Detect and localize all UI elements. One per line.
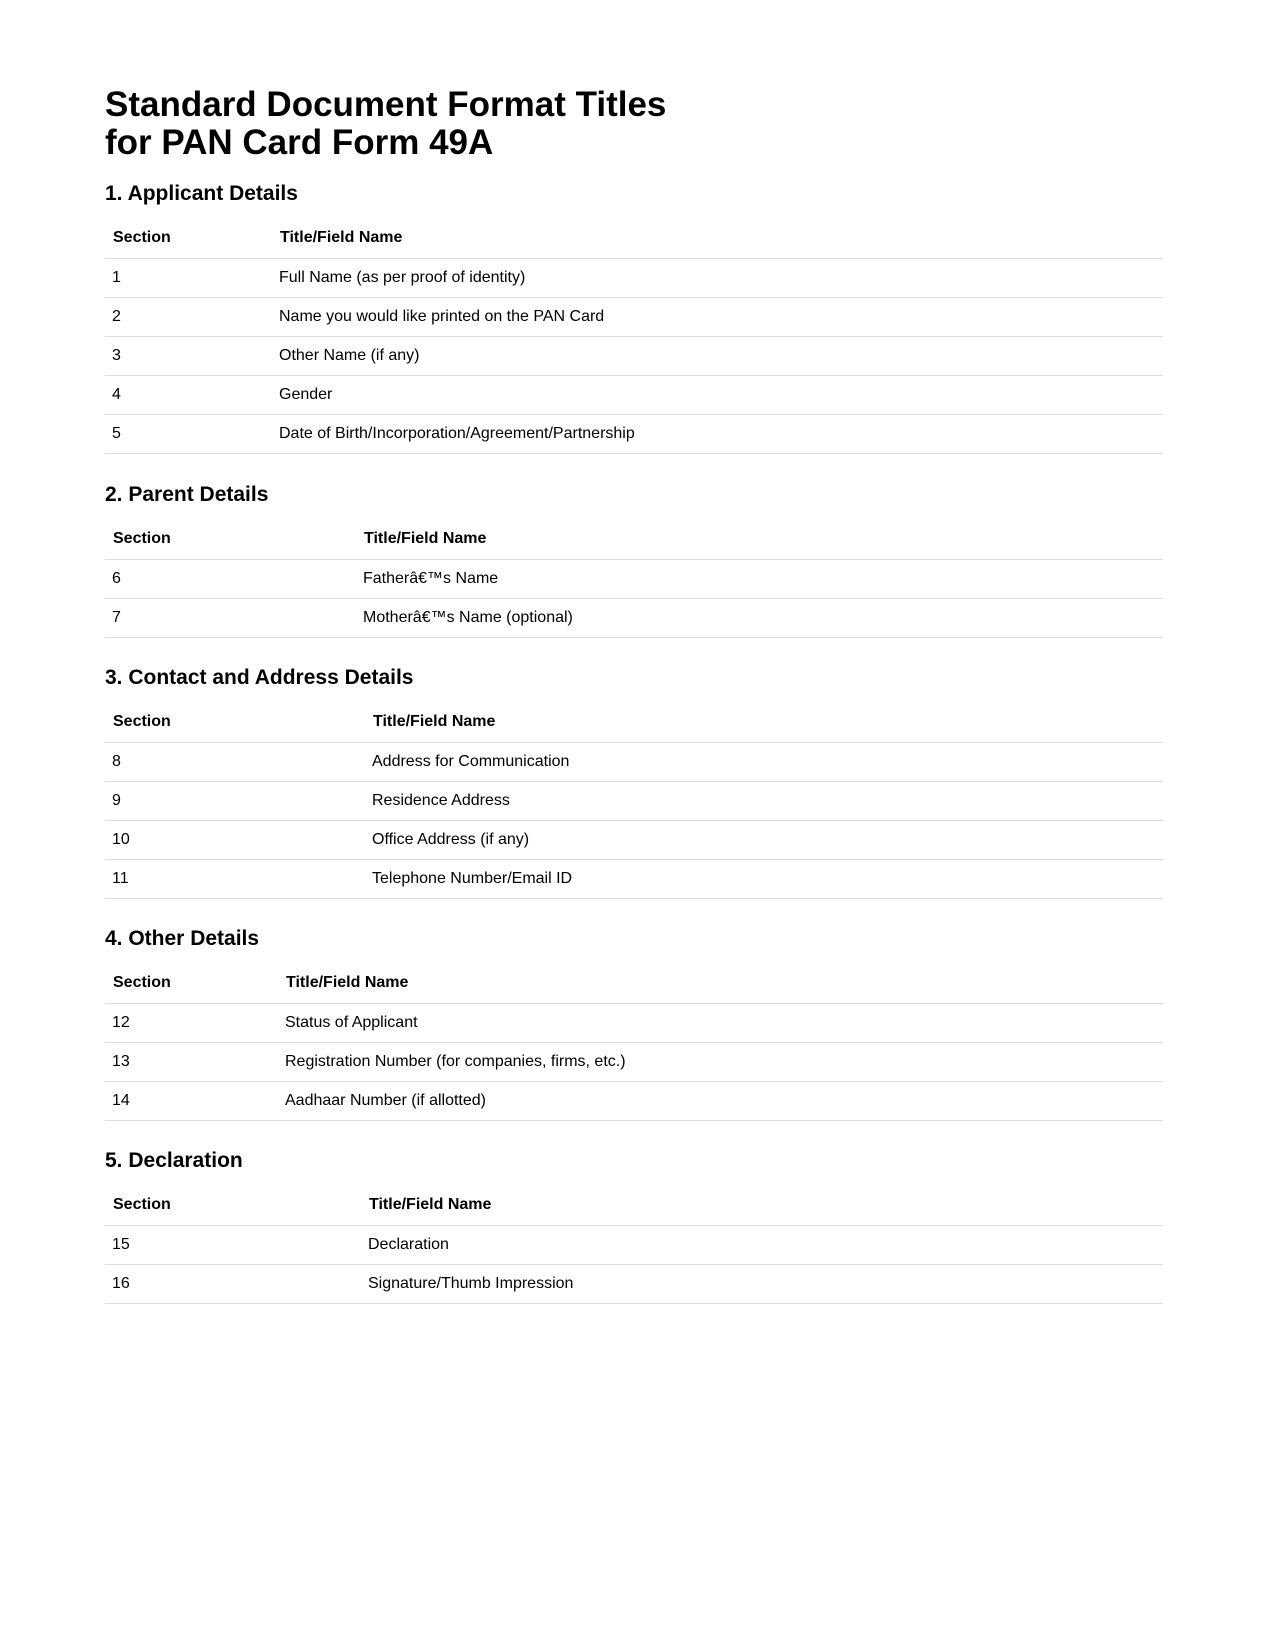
cell-field-title: Office Address (if any) [365, 821, 1163, 860]
page-title-line-2: for PAN Card Form 49A [105, 123, 494, 162]
table-header-row [105, 1185, 1163, 1226]
cell-section-number: 7 [105, 599, 356, 638]
cell-section-number: 9 [105, 782, 365, 821]
cell-field-title: Status of Applicant [278, 1004, 1163, 1043]
table-row [105, 1226, 1163, 1265]
column-header-title: Title/Field Name [365, 702, 1163, 743]
cell-section-number: 12 [105, 1004, 278, 1043]
section-contact-address-details [105, 666, 1163, 899]
column-header-section: Section [105, 1185, 361, 1226]
page-title [105, 86, 1163, 162]
section-heading: 1. Applicant Details [105, 182, 298, 205]
cell-field-title: Full Name (as per proof of identity) [272, 259, 1163, 298]
cell-field-title: Motherâ€™s Name (optional) [356, 599, 1163, 638]
section-other-details [105, 927, 1163, 1121]
cell-section-number: 5 [105, 415, 272, 454]
cell-field-title: Residence Address [365, 782, 1163, 821]
column-header-section: Section [105, 963, 278, 1004]
cell-field-title: Aadhaar Number (if allotted) [278, 1082, 1163, 1121]
table-header-row [105, 218, 1163, 259]
cell-field-title: Other Name (if any) [272, 337, 1163, 376]
cell-field-title: Address for Communication [365, 743, 1163, 782]
section-declaration [105, 1149, 1163, 1304]
column-header-section: Section [105, 519, 356, 560]
cell-section-number: 14 [105, 1082, 278, 1121]
section-heading: 4. Other Details [105, 927, 260, 950]
table-row [105, 743, 1163, 782]
table-row [105, 821, 1163, 860]
table-row [105, 1004, 1163, 1043]
table-row [105, 259, 1163, 298]
fields-table [105, 519, 1163, 638]
cell-section-number: 10 [105, 821, 365, 860]
fields-table [105, 218, 1163, 454]
table-header-row [105, 519, 1163, 560]
column-header-section: Section [105, 218, 272, 259]
table-row [105, 376, 1163, 415]
table-row [105, 415, 1163, 454]
cell-field-title: Gender [272, 376, 1163, 415]
cell-section-number: 1 [105, 259, 272, 298]
column-header-title: Title/Field Name [361, 1185, 1163, 1226]
table-header-row [105, 702, 1163, 743]
cell-section-number: 2 [105, 298, 272, 337]
section-heading: 2. Parent Details [105, 483, 269, 506]
table-header-row [105, 963, 1163, 1004]
column-header-title: Title/Field Name [278, 963, 1163, 1004]
cell-field-title: Fatherâ€™s Name [356, 560, 1163, 599]
table-row [105, 298, 1163, 337]
column-header-title: Title/Field Name [356, 519, 1163, 560]
section-heading: 5. Declaration [105, 1149, 243, 1172]
table-row [105, 782, 1163, 821]
cell-section-number: 4 [105, 376, 272, 415]
fields-table [105, 1185, 1163, 1304]
table-row [105, 599, 1163, 638]
cell-field-title: Telephone Number/Email ID [365, 860, 1163, 899]
cell-field-title: Registration Number (for companies, firms, etc.) [278, 1043, 1163, 1082]
page-title-line-1: Standard Document Format Titles [105, 85, 667, 124]
table-row [105, 1043, 1163, 1082]
column-header-title: Title/Field Name [272, 218, 1163, 259]
cell-field-title: Name you would like printed on the PAN Card [272, 298, 1163, 337]
column-header-section: Section [105, 702, 365, 743]
table-row [105, 1265, 1163, 1304]
section-heading: 3. Contact and Address Details [105, 666, 414, 689]
cell-section-number: 3 [105, 337, 272, 376]
table-row [105, 560, 1163, 599]
table-row [105, 337, 1163, 376]
cell-section-number: 11 [105, 860, 365, 899]
cell-section-number: 16 [105, 1265, 361, 1304]
fields-table [105, 702, 1163, 899]
cell-field-title: Signature/Thumb Impression [361, 1265, 1163, 1304]
fields-table [105, 963, 1163, 1121]
table-row [105, 860, 1163, 899]
cell-section-number: 6 [105, 560, 356, 599]
cell-field-title: Date of Birth/Incorporation/Agreement/Partnership [272, 415, 1163, 454]
table-row [105, 1082, 1163, 1121]
section-parent-details [105, 483, 1163, 638]
cell-field-title: Declaration [361, 1226, 1163, 1265]
section-applicant-details [105, 182, 1163, 454]
cell-section-number: 13 [105, 1043, 278, 1082]
cell-section-number: 15 [105, 1226, 361, 1265]
cell-section-number: 8 [105, 743, 365, 782]
document-content [105, 85, 1163, 1292]
